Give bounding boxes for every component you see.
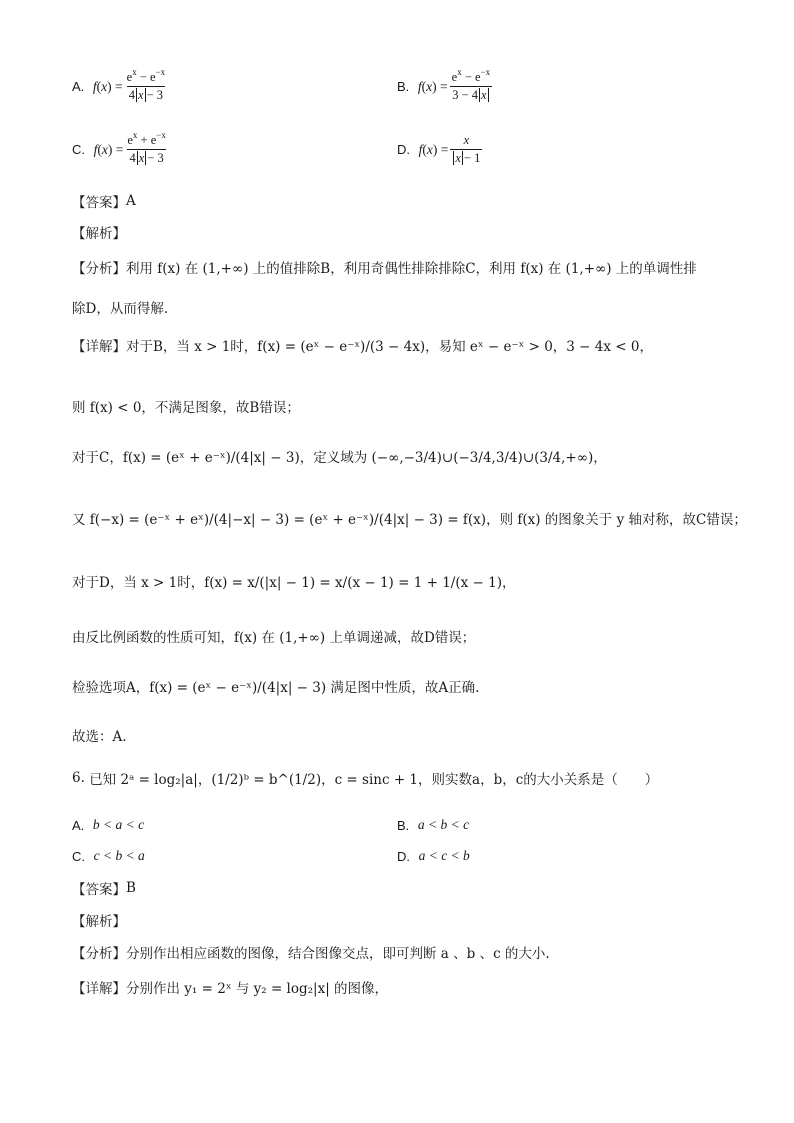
detail-d-conclusion: 由反比例函数的性质可知，f(x) 在 (1,+∞) 上单调递减，故D错误； xyxy=(72,630,476,646)
q6-option-b: B. a < b < c xyxy=(397,817,470,833)
fenxi-text: 利用 f(x) 在 (1,+∞) 上的值排除B，利用奇偶性排除排除C，利用 f(x) 在 (1,+∞) 上的单调性排 xyxy=(126,261,697,277)
formula-fraction: $\frac{e^x + e^{-x}}{4 x - 3}$ xyxy=(127,130,166,165)
detail-text: 分别作出 y₁ = 2ˣ 与 y₂ = log₂|x| 的图像， xyxy=(126,981,389,997)
question-number: 6. xyxy=(72,770,85,786)
q6-option-c: C. c < b < a xyxy=(72,848,145,864)
detail-b xyxy=(72,335,653,355)
q6-detail xyxy=(72,977,388,997)
formula-fraction: $\frac{e^x - e^{-x}}{4 x - 3}$ xyxy=(126,67,166,102)
fenxi-tag: 【分析】 xyxy=(72,946,126,962)
option-b: B. f ( x ) = $\frac{e^x - e^{-x}}{3 - 4 x}$ xyxy=(397,67,491,102)
q6-answer-line xyxy=(72,878,136,898)
question-6-stem xyxy=(72,768,658,788)
option-label: B. xyxy=(397,79,410,94)
answer-line xyxy=(72,191,136,211)
detail-tag: 【详解】 xyxy=(72,339,126,355)
q6-option-a: A. b < a < c xyxy=(72,817,145,833)
choose-line: 故选：A. xyxy=(72,729,127,745)
q6-analysis-tag: 【解析】 xyxy=(72,914,126,930)
detail-c: 对于C，f(x) = (eˣ + e⁻ˣ)/(4|x| − 3)，定义域为 (−∞,−3/4)∪(−3/4,3/4)∪(3/4,+∞)， xyxy=(72,450,607,466)
formula-fraction: $\frac{x}{x - 1}$ xyxy=(450,133,482,166)
answer-value: B xyxy=(126,880,136,896)
option-a: A. f ( x ) = $\frac{e^x - e^{-x}}{4 x - 3}$ xyxy=(72,67,166,102)
question-stem: 已知 2ᵃ = log₂|a|，(1/2)ᵇ = b^(1/2)，c = sinc + 1，则实数a，b，c的大小关系是（ ） xyxy=(89,772,659,788)
detail-d: 对于D，当 x > 1时，f(x) = x/(|x| − 1) = x/(x − 1) = 1 + 1/(x − 1)， xyxy=(72,575,516,591)
fenxi-text: 分别作出相应函数的图像，结合图像交点，即可判断 a 、b 、c 的大小. xyxy=(126,946,550,962)
option-label: A. xyxy=(72,79,85,94)
detail-b-conclusion: 则 f(x) < 0，不满足图象，故B错误； xyxy=(72,400,300,416)
detail-a: 检验选项A，f(x) = (eˣ − e⁻ˣ)/(4|x| − 3) 满足图中性质，故A正确. xyxy=(72,680,480,696)
formula-fraction: $\frac{e^x - e^{-x}}{3 - 4 x}$ xyxy=(451,67,491,102)
q6-fenxi xyxy=(72,942,550,962)
analysis-tag: 【解析】 xyxy=(72,226,126,242)
fenxi-tag: 【分析】 xyxy=(72,261,126,277)
option-d: D. f ( x ) = $\frac{x}{x - 1}$ xyxy=(397,133,481,165)
detail-b-text: 对于B，当 x > 1时，f(x) = (eˣ − e⁻ˣ)/(3 − 4x)，易知 eˣ − e⁻ˣ > 0，3 − 4x < 0， xyxy=(126,339,653,355)
answer-tag: 【答案】 xyxy=(72,195,126,211)
option-c: C. f ( x ) = $\frac{e^x + e^{-x}}{4 x - 3}$ xyxy=(72,130,166,165)
answer-value: A xyxy=(126,193,136,209)
option-label: D. xyxy=(397,142,410,157)
detail-c-symmetry: 又 f(−x) = (e⁻ˣ + eˣ)/(4|−x| − 3) = (eˣ + e⁻ˣ)/(4|x| − 3) = f(x)，则 f(x) 的图象关于 y 轴对称，故C错误； xyxy=(72,512,747,528)
detail-tag: 【详解】 xyxy=(72,981,126,997)
fenxi-line-2: 除D，从而得解. xyxy=(72,301,169,317)
option-label: C. xyxy=(72,142,85,157)
q6-option-d: D. a < c < b xyxy=(397,848,470,864)
answer-tag: 【答案】 xyxy=(72,882,126,898)
fenxi-line-1 xyxy=(72,257,732,277)
